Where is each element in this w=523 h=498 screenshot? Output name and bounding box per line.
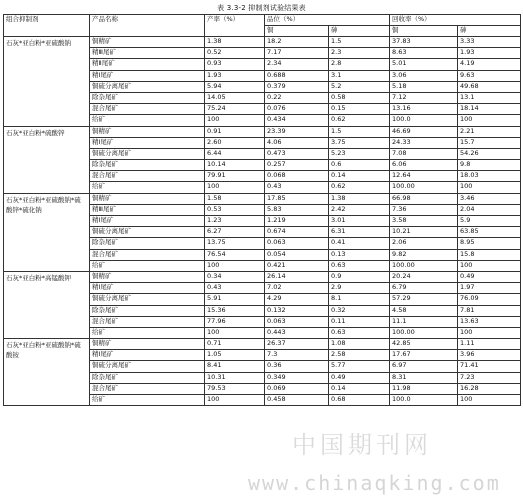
grade-cu-cell: 23.39 — [265, 126, 329, 137]
yield-cell: 1.93 — [205, 70, 265, 81]
grade-cu-cell: 0.22 — [265, 92, 329, 103]
product-cell: 混合尾矿 — [90, 171, 205, 182]
recovery-cu-cell: 4.58 — [390, 305, 458, 316]
header-yield: 产率（%） — [205, 15, 265, 37]
yield-cell: 1.23 — [205, 216, 265, 227]
yield-cell: 76.54 — [205, 249, 265, 260]
recovery-cu-cell: 7.12 — [390, 92, 458, 103]
recovery-cu-cell: 100.0 — [390, 395, 458, 406]
product-cell: 给矿 — [90, 115, 205, 126]
product-cell: 铜硫分离尾矿 — [90, 227, 205, 238]
recovery-as-cell: 3.46 — [458, 193, 521, 204]
recovery-cu-cell: 8.63 — [390, 48, 458, 59]
grade-cu-cell: 7.02 — [265, 283, 329, 294]
recovery-as-cell: 76.09 — [458, 294, 521, 305]
recovery-as-cell: 71.41 — [458, 361, 521, 372]
grade-cu-cell: 0.434 — [265, 115, 329, 126]
product-cell: 精Ⅰ尾矿 — [90, 216, 205, 227]
recovery-cu-cell: 10.21 — [390, 227, 458, 238]
recovery-cu-cell: 2.06 — [390, 238, 458, 249]
grade-as-cell: 0.63 — [329, 327, 390, 338]
recovery-as-cell: 0.49 — [458, 271, 521, 282]
grade-cu-cell: 0.674 — [265, 227, 329, 238]
grade-cu-cell: 0.349 — [265, 372, 329, 383]
recovery-as-cell: 7.23 — [458, 372, 521, 383]
recovery-cu-cell: 9.82 — [390, 249, 458, 260]
grade-cu-cell: 5.83 — [265, 204, 329, 215]
product-cell: 精Ⅰ尾矿 — [90, 283, 205, 294]
grade-cu-cell: 26.14 — [265, 271, 329, 282]
grade-as-cell: 6.31 — [329, 227, 390, 238]
yield-cell: 14.05 — [205, 92, 265, 103]
product-cell: 精Ⅰ尾矿 — [90, 70, 205, 81]
grade-cu-cell: 0.473 — [265, 148, 329, 159]
grade-as-cell: 0.15 — [329, 104, 390, 115]
recovery-cu-cell: 12.64 — [390, 171, 458, 182]
watermark-url: www.chinaqking.com — [248, 471, 501, 495]
recovery-as-cell: 9.8 — [458, 160, 521, 171]
recovery-as-cell: 13.1 — [458, 92, 521, 103]
recovery-cu-cell: 57.29 — [390, 294, 458, 305]
yield-cell: 0.43 — [205, 283, 265, 294]
header-recovery: 回收率（%） — [390, 15, 521, 26]
product-cell: 铜精矿 — [90, 193, 205, 204]
product-cell: 铜硫分离尾矿 — [90, 148, 205, 159]
grade-as-cell: 2.42 — [329, 204, 390, 215]
recovery-cu-cell: 66.98 — [390, 193, 458, 204]
recovery-cu-cell: 6.97 — [390, 361, 458, 372]
recovery-as-cell: 2.21 — [458, 126, 521, 137]
grade-as-cell: 3.1 — [329, 70, 390, 81]
grade-as-cell: 0.49 — [329, 372, 390, 383]
grade-as-cell: 0.9 — [329, 271, 390, 282]
yield-cell: 15.36 — [205, 305, 265, 316]
yield-cell: 0.71 — [205, 339, 265, 350]
recovery-as-cell: 54.26 — [458, 148, 521, 159]
product-cell: 精Ⅰ尾矿 — [90, 137, 205, 148]
recovery-cu-cell: 11.1 — [390, 316, 458, 327]
product-cell: 除杂尾矿 — [90, 160, 205, 171]
recovery-cu-cell: 3.06 — [390, 70, 458, 81]
product-cell: 铜硫分离尾矿 — [90, 81, 205, 92]
recovery-as-cell: 2.04 — [458, 204, 521, 215]
grade-as-cell: 2.3 — [329, 48, 390, 59]
recovery-as-cell: 1.97 — [458, 283, 521, 294]
yield-cell: 2.60 — [205, 137, 265, 148]
recovery-as-cell: 100 — [458, 395, 521, 406]
grade-as-cell: 1.08 — [329, 339, 390, 350]
grade-as-cell: 0.62 — [329, 115, 390, 126]
yield-cell: 0.91 — [205, 126, 265, 137]
recovery-cu-cell: 37.83 — [390, 37, 458, 48]
recovery-as-cell: 1.93 — [458, 48, 521, 59]
recovery-cu-cell: 6.79 — [390, 283, 458, 294]
grade-cu-cell: 0.068 — [265, 171, 329, 182]
product-cell: 铜精矿 — [90, 339, 205, 350]
product-cell: 给矿 — [90, 327, 205, 338]
header-grade: 品位（%） — [265, 15, 390, 26]
recovery-as-cell: 49.68 — [458, 81, 521, 92]
recovery-as-cell: 3.33 — [458, 37, 521, 48]
recovery-as-cell: 100 — [458, 115, 521, 126]
grade-as-cell: 5.23 — [329, 148, 390, 159]
product-cell: 铜精矿 — [90, 37, 205, 48]
product-cell: 除杂尾矿 — [90, 238, 205, 249]
yield-cell: 77.96 — [205, 316, 265, 327]
product-cell: 铜硫分离尾矿 — [90, 361, 205, 372]
grade-as-cell: 5.2 — [329, 81, 390, 92]
recovery-as-cell: 15.7 — [458, 137, 521, 148]
grade-as-cell: 2.58 — [329, 350, 390, 361]
grade-cu-cell: 0.069 — [265, 383, 329, 394]
grade-cu-cell: 7.17 — [265, 48, 329, 59]
table-row — [4, 37, 521, 48]
recovery-as-cell: 7.81 — [458, 305, 521, 316]
recovery-as-cell: 3.96 — [458, 350, 521, 361]
recovery-cu-cell: 20.24 — [390, 271, 458, 282]
yield-cell: 8.41 — [205, 361, 265, 372]
group-name-cell: 石灰*亚白粉*亚硫酸钠*硫酸锌*硫化钠 — [4, 193, 90, 271]
recovery-as-cell: 8.95 — [458, 238, 521, 249]
header-product: 产品名称 — [90, 15, 205, 37]
recovery-cu-cell: 5.01 — [390, 59, 458, 70]
group-name-cell: 石灰*亚白粉*亚硫酸钠 — [4, 37, 90, 127]
product-cell: 混合尾矿 — [90, 104, 205, 115]
grade-cu-cell: 0.458 — [265, 395, 329, 406]
grade-as-cell: 0.32 — [329, 305, 390, 316]
grade-as-cell: 2.9 — [329, 283, 390, 294]
grade-as-cell: 0.58 — [329, 92, 390, 103]
product-cell: 给矿 — [90, 395, 205, 406]
grade-cu-cell: 26.37 — [265, 339, 329, 350]
grade-as-cell: 0.11 — [329, 316, 390, 327]
yield-cell: 79.53 — [205, 383, 265, 394]
yield-cell: 100 — [205, 182, 265, 193]
grade-as-cell: 0.13 — [329, 249, 390, 260]
product-cell: 混合尾矿 — [90, 383, 205, 394]
grade-cu-cell: 0.257 — [265, 160, 329, 171]
grade-as-cell: 1.38 — [329, 193, 390, 204]
product-cell: 给矿 — [90, 182, 205, 193]
yield-cell: 5.91 — [205, 294, 265, 305]
recovery-cu-cell: 7.36 — [390, 204, 458, 215]
grade-as-cell: 0.14 — [329, 383, 390, 394]
yield-cell: 6.27 — [205, 227, 265, 238]
product-cell: 铜精矿 — [90, 271, 205, 282]
grade-as-cell: 0.62 — [329, 182, 390, 193]
recovery-cu-cell: 13.16 — [390, 104, 458, 115]
grade-as-cell: 0.41 — [329, 238, 390, 249]
grade-cu-cell: 1.219 — [265, 216, 329, 227]
recovery-as-cell: 9.63 — [458, 70, 521, 81]
header-recovery-cu: 铜 — [390, 26, 458, 37]
table-row — [4, 339, 521, 350]
grade-as-cell: 5.77 — [329, 361, 390, 372]
recovery-cu-cell: 6.06 — [390, 160, 458, 171]
product-cell: 精Ⅰ尾矿 — [90, 350, 205, 361]
table-body — [4, 37, 521, 406]
yield-cell: 0.52 — [205, 48, 265, 59]
product-cell: 铜精矿 — [90, 126, 205, 137]
recovery-cu-cell: 100.00 — [390, 260, 458, 271]
yield-cell: 0.93 — [205, 59, 265, 70]
product-cell: 混合尾矿 — [90, 249, 205, 260]
grade-as-cell: 0.68 — [329, 395, 390, 406]
recovery-as-cell: 18.14 — [458, 104, 521, 115]
yield-cell: 100 — [205, 260, 265, 271]
recovery-cu-cell: 24.33 — [390, 137, 458, 148]
group-name-cell: 石灰*亚白粉*高锰酸钾 — [4, 271, 90, 338]
header-grade-cu: 铜 — [265, 26, 329, 37]
recovery-cu-cell: 5.18 — [390, 81, 458, 92]
header-row-1 — [4, 15, 521, 26]
watermark-chinese: 中国期刊网 — [292, 431, 432, 459]
recovery-as-cell: 4.19 — [458, 59, 521, 70]
yield-cell: 1.05 — [205, 350, 265, 361]
grade-cu-cell: 0.054 — [265, 249, 329, 260]
grade-as-cell: 3.01 — [329, 216, 390, 227]
grade-cu-cell: 0.443 — [265, 327, 329, 338]
recovery-as-cell: 63.85 — [458, 227, 521, 238]
recovery-as-cell: 100 — [458, 182, 521, 193]
header-recovery-as: 砷 — [458, 26, 521, 37]
yield-cell: 79.91 — [205, 171, 265, 182]
recovery-cu-cell: 17.67 — [390, 350, 458, 361]
grade-as-cell: 3.75 — [329, 137, 390, 148]
grade-cu-cell: 2.34 — [265, 59, 329, 70]
recovery-cu-cell: 100.00 — [390, 327, 458, 338]
product-cell: 铜硫分离尾矿 — [90, 294, 205, 305]
yield-cell: 100 — [205, 327, 265, 338]
yield-cell: 0.34 — [205, 271, 265, 282]
yield-cell: 0.53 — [205, 204, 265, 215]
product-cell: 精Ⅱ尾矿 — [90, 59, 205, 70]
yield-cell: 6.44 — [205, 148, 265, 159]
recovery-cu-cell: 46.69 — [390, 126, 458, 137]
product-cell: 精Ⅲ尾矿 — [90, 48, 205, 59]
grade-cu-cell: 0.132 — [265, 305, 329, 316]
grade-as-cell: 0.63 — [329, 260, 390, 271]
yield-cell: 75.24 — [205, 104, 265, 115]
grade-cu-cell: 0.421 — [265, 260, 329, 271]
grade-cu-cell: 0.063 — [265, 238, 329, 249]
product-cell: 除杂尾矿 — [90, 305, 205, 316]
grade-as-cell: 2.8 — [329, 59, 390, 70]
table-row — [4, 271, 521, 282]
yield-cell: 10.14 — [205, 160, 265, 171]
header-combo: 组合抑制剂 — [4, 15, 90, 37]
recovery-as-cell: 16.28 — [458, 383, 521, 394]
group-name-cell: 石灰*亚白粉*硫酸锌 — [4, 126, 90, 193]
grade-cu-cell: 4.06 — [265, 137, 329, 148]
recovery-cu-cell: 100.00 — [390, 182, 458, 193]
recovery-as-cell: 1.11 — [458, 339, 521, 350]
grade-as-cell: 0.6 — [329, 160, 390, 171]
grade-cu-cell: 0.063 — [265, 316, 329, 327]
yield-cell: 13.75 — [205, 238, 265, 249]
group-name-cell: 石灰*亚白粉*亚硫酸钠*硫酸铵 — [4, 339, 90, 406]
yield-cell: 100 — [205, 395, 265, 406]
yield-cell: 5.94 — [205, 81, 265, 92]
grade-cu-cell: 7.3 — [265, 350, 329, 361]
recovery-cu-cell: 8.31 — [390, 372, 458, 383]
yield-cell: 10.31 — [205, 372, 265, 383]
grade-cu-cell: 0.076 — [265, 104, 329, 115]
product-cell: 除杂尾矿 — [90, 372, 205, 383]
grade-cu-cell: 0.688 — [265, 70, 329, 81]
recovery-cu-cell: 3.58 — [390, 216, 458, 227]
table-row — [4, 193, 521, 204]
grade-cu-cell: 0.43 — [265, 182, 329, 193]
grade-cu-cell: 17.85 — [265, 193, 329, 204]
recovery-cu-cell: 42.85 — [390, 339, 458, 350]
table-caption: 表 3.3-2 抑制剂试验结果表 — [217, 4, 306, 12]
yield-cell: 1.58 — [205, 193, 265, 204]
recovery-cu-cell: 100.0 — [390, 115, 458, 126]
recovery-cu-cell: 11.98 — [390, 383, 458, 394]
product-cell: 精Ⅲ尾矿 — [90, 204, 205, 215]
grade-cu-cell: 0.36 — [265, 361, 329, 372]
table-row — [4, 126, 521, 137]
recovery-as-cell: 100 — [458, 260, 521, 271]
grade-cu-cell: 4.29 — [265, 294, 329, 305]
yield-cell: 1.38 — [205, 37, 265, 48]
product-cell: 除杂尾矿 — [90, 92, 205, 103]
grade-as-cell: 0.14 — [329, 171, 390, 182]
yield-cell: 100 — [205, 115, 265, 126]
recovery-as-cell: 13.63 — [458, 316, 521, 327]
recovery-as-cell: 5.9 — [458, 216, 521, 227]
grade-as-cell: 1.5 — [329, 126, 390, 137]
grade-as-cell: 8.1 — [329, 294, 390, 305]
product-cell: 混合尾矿 — [90, 316, 205, 327]
recovery-as-cell: 18.03 — [458, 171, 521, 182]
recovery-as-cell: 100 — [458, 327, 521, 338]
inhibitor-results-table — [3, 14, 521, 406]
table-header — [4, 15, 521, 37]
grade-cu-cell: 0.379 — [265, 81, 329, 92]
recovery-as-cell: 15.8 — [458, 249, 521, 260]
recovery-cu-cell: 7.08 — [390, 148, 458, 159]
product-cell: 给矿 — [90, 260, 205, 271]
grade-as-cell: 1.5 — [329, 37, 390, 48]
grade-cu-cell: 18.2 — [265, 37, 329, 48]
header-grade-as: 砷 — [329, 26, 390, 37]
